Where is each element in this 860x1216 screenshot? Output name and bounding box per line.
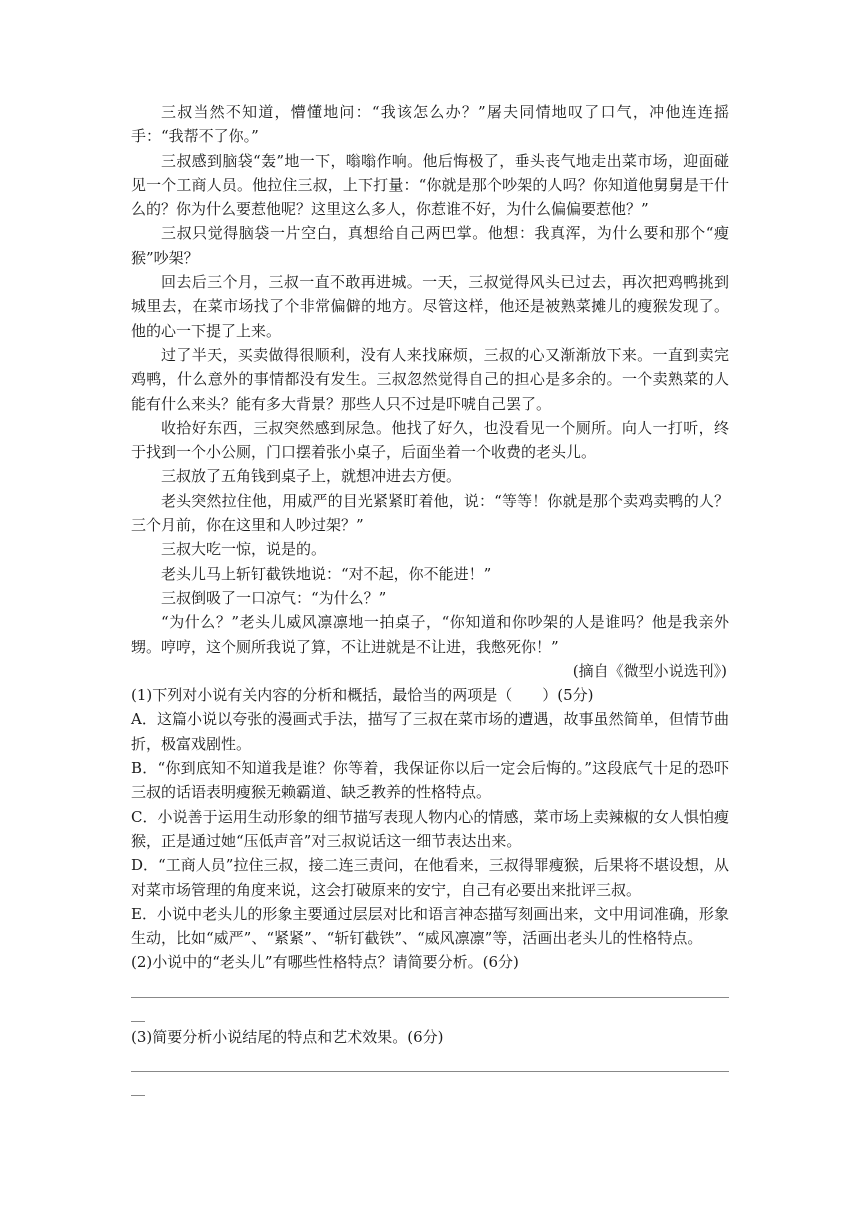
story-paragraph: 老头突然拉住他，用威严的目光紧紧盯着他，说：“等等！你就是那个卖鸡卖鸭的人？三个月前，你在这里和人吵过架？” bbox=[131, 491, 729, 535]
answer-area-2[interactable] bbox=[131, 975, 729, 1025]
option-b: B．“你到底知不知道我是谁？你等着，我保证你以后一定会后悔的。”这段底气十足的恐吓三叔的话语表明瘦猴无赖霸道、缺乏教养的性格特点。 bbox=[131, 759, 729, 802]
document-page bbox=[131, 100, 729, 1099]
answer-line bbox=[131, 1049, 729, 1079]
option-d: D．“工商人员”拉住三叔，接二连三责问，在他看来，三叔得罪瘦猴，后果将不堪设想，从对菜市场管理的角度来说，这会打破原来的安宁，自己有必要出来批评三叔。 bbox=[131, 856, 729, 899]
story-paragraph: “为什么？”老头儿威风凛凛地一拍桌子，“你知道和你吵架的人是谁吗？他是我亲外甥。哼哼，这个厕所我说了算，不让进就是不让进，我憋死你！” bbox=[131, 613, 729, 656]
story-paragraph: 三叔放了五角钱到桌子上，就想冲进去方便。 bbox=[161, 467, 462, 486]
story-paragraph: 三叔倒吸了一口凉气：“为什么？” bbox=[161, 588, 387, 607]
option-a: A．这篇小说以夸张的漫画式手法，描写了三叔在菜市场的遭遇，故事虽然简单，但情节曲折，极富戏剧性。 bbox=[131, 710, 729, 753]
answer-line bbox=[131, 975, 729, 1005]
story-paragraph: 三叔当然不知道，懵懂地问：“我该怎么办？”屠夫同情地叹了口气，冲他连连摇手：“我帮不了你。” bbox=[131, 103, 729, 146]
story-paragraph: 三叔只觉得脑袋一片空白，真想给自己两巴掌。他想：我真浑，为什么要和那个“瘦猴”吵架？ bbox=[131, 224, 729, 267]
story-paragraph: 三叔大吃一惊，说是的。 bbox=[161, 540, 327, 559]
question-3-stem: (3)简要分析小说结尾的特点和艺术效果。(6分) bbox=[131, 1027, 444, 1046]
question-1-stem: (1)下列对小说有关内容的分析和概括，最恰当的两项是（ ）(5分) bbox=[131, 686, 594, 705]
story-paragraph: 三叔感到脑袋“轰”地一下，嗡嗡作响。他后悔极了，垂头丧气地走出菜市场，迎面碰见一个工商人员。他拉住三叔，上下打量：“你就是那个吵架的人吗？你知道他舅舅是干什么的？你为什么要惹他呢？这里这么多人，你惹谁不好，为什么偏偏要惹他？” bbox=[131, 151, 729, 219]
story-paragraph: 过了半天，买卖做得很顺利，没有人来找麻烦，三叔的心又渐渐放下来。一直到卖完鸡鸭，什么意外的事情都没有发生。三叔忽然觉得自己的担心是多余的。一个卖熟菜的人能有什么来头？能有多大背景？那些人只不过是吓唬自己罢了。 bbox=[131, 345, 729, 413]
answer-area-3[interactable] bbox=[131, 1049, 729, 1099]
option-c: C．小说善于运用生动形象的细节描写表现人物内心的情感，菜市场上卖辣椒的女人惧怕瘦猴，正是通过她“压低声音”对三叔说话这一细节表达出来。 bbox=[131, 807, 729, 850]
story-paragraph: 老头儿马上斩钉截铁地说：“对不起，你不能进！” bbox=[161, 564, 492, 583]
story-paragraph: 收拾好东西，三叔突然感到尿急。他找了好久，也没看见一个厕所。向人一打听，终于找到一个小公厕，门口摆着张小桌子，后面坐着一个收费的老头儿。 bbox=[131, 418, 729, 462]
source-citation: (摘自《微型小说选刊》) bbox=[572, 661, 727, 680]
option-e: E．小说中老头儿的形象主要通过层层对比和语言神态描写刻画出来，文中用词准确，形象生动，比如“威严”、“紧紧”、“斩钉截铁”、“威风凛凛”等，活画出老头儿的性格特点。 bbox=[131, 904, 729, 948]
question-2-stem: (2)小说中的“老头儿”有哪些性格特点？请简要分析。(6分) bbox=[131, 953, 519, 972]
story-paragraph: 回去后三个月，三叔一直不敢再进城。一天，三叔觉得风头已过去，再次把鸡鸭挑到城里去，在菜市场找了个非常偏僻的地方。尽管这样，他还是被熟菜摊儿的瘦猴发现了。他的心一下提了上来。 bbox=[131, 273, 729, 340]
